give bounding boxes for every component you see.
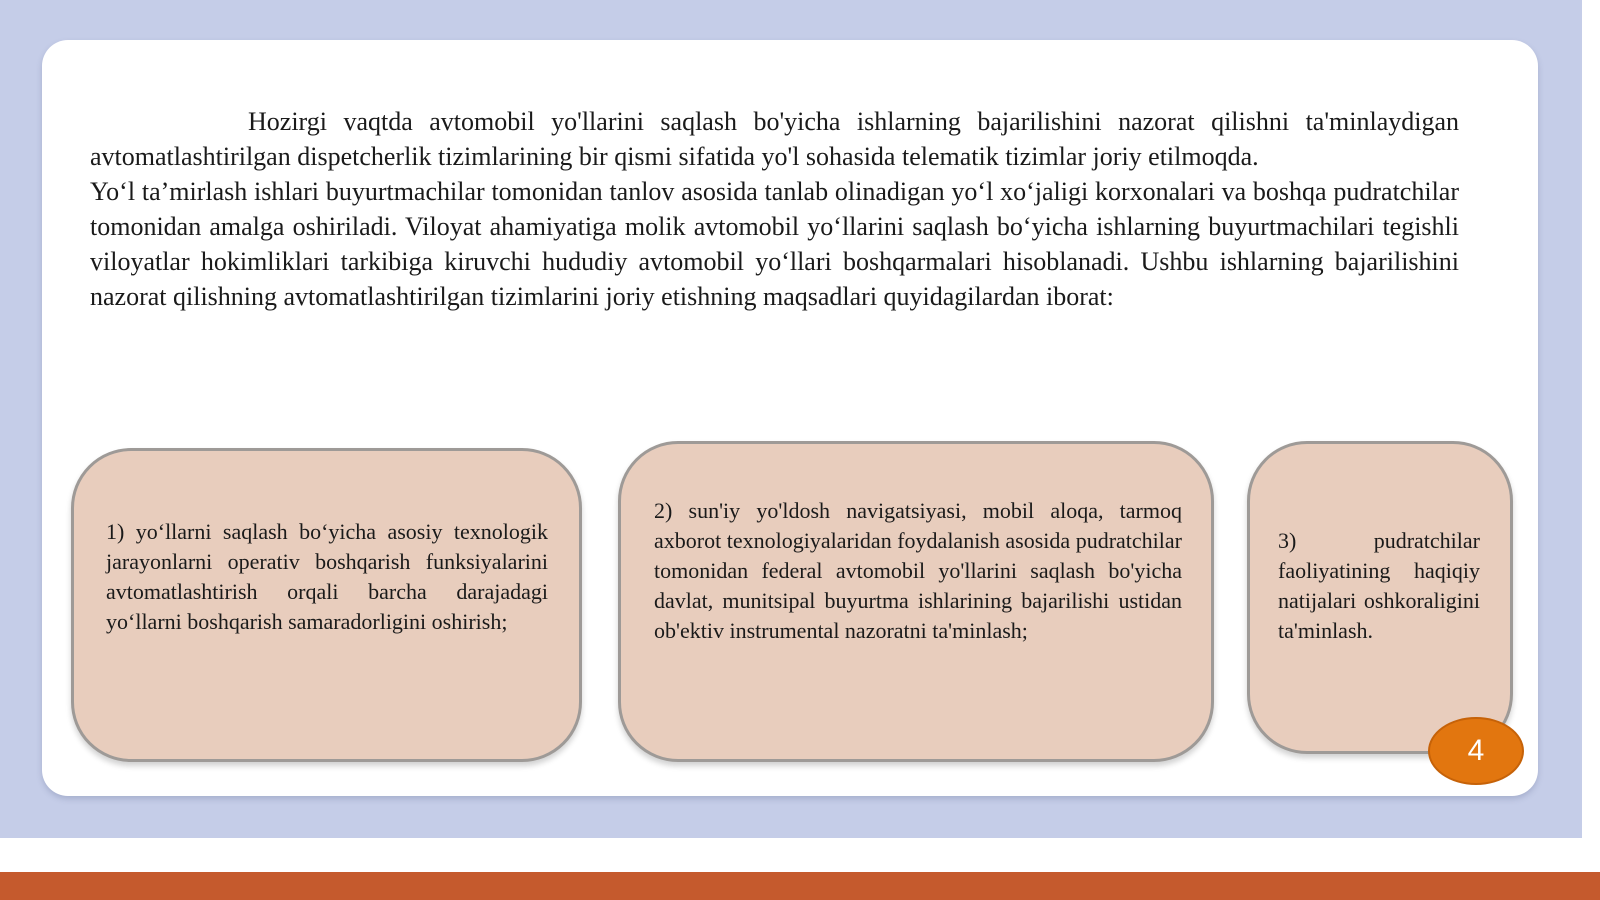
goal-box-1 xyxy=(71,448,582,762)
goal-box-3 xyxy=(1247,441,1513,754)
bottom-accent-bar xyxy=(0,872,1600,900)
page-number-badge: 4 xyxy=(1428,717,1524,785)
goal-text-1: 1) yo‘llarni saqlash bo‘yicha asosiy texnologik jarayonlarni operativ boshqarish funksiyalarini avtomatlashtirish orqali barcha darajadagi yo‘llarni boshqarish samaradorligini oshirish; xyxy=(106,519,548,634)
intro-text xyxy=(90,104,1459,314)
goal-box-2 xyxy=(618,441,1214,762)
intro-paragraph-1: Hozirgi vaqtda avtomobil yo'llarini saqlash bo'yicha ishlarning bajarilishini nazorat qilishni ta'minlaydigan avtomatlashtirilgan dispetcherlik tizimlarining bir qismi sifatida yo'l sohasida telematik tizimlar joriy etilmoqda. xyxy=(90,107,1459,171)
intro-paragraph-2: Yo‘l ta’mirlash ishlari buyurtmachilar tomonidan tanlov asosida tanlab olinadigan yo‘l xo‘jaligi korxonalari va boshqa pudratchilar tomonidan amalga oshiriladi. Viloyat ahamiyatiga molik avtomobil yo‘llarini saqlash bo‘yicha ishlarning buyurtmachilari tegishli viloyatlar hokimliklari tarkibiga kiruvchi hududiy avtomobil yo‘llari boshqarmalari hisoblanadi. Ushbu ishlarning bajarilishini nazorat qilishning avtomatlashtirilgan tizimlarini joriy etishning maqsadlari quyidagilardan iborat: xyxy=(90,177,1459,311)
goal-text-2: 2) sun'iy yo'ldosh navigatsiyasi, mobil aloqa, tarmoq axborot texnologiyalaridan foydalanish asosida pudratchilar tomonidan federal avtomobil yo'llarini saqlash bo'yicha davlat, munitsipal buyurtma ishlarining bajarilishi ustidan ob'ektiv instrumental nazoratni ta'minlash; xyxy=(654,498,1182,643)
goal-text-3: 3) pudratchilar faoliyatining haqiqiy natijalari oshkoraligini ta'minlash. xyxy=(1278,528,1480,643)
